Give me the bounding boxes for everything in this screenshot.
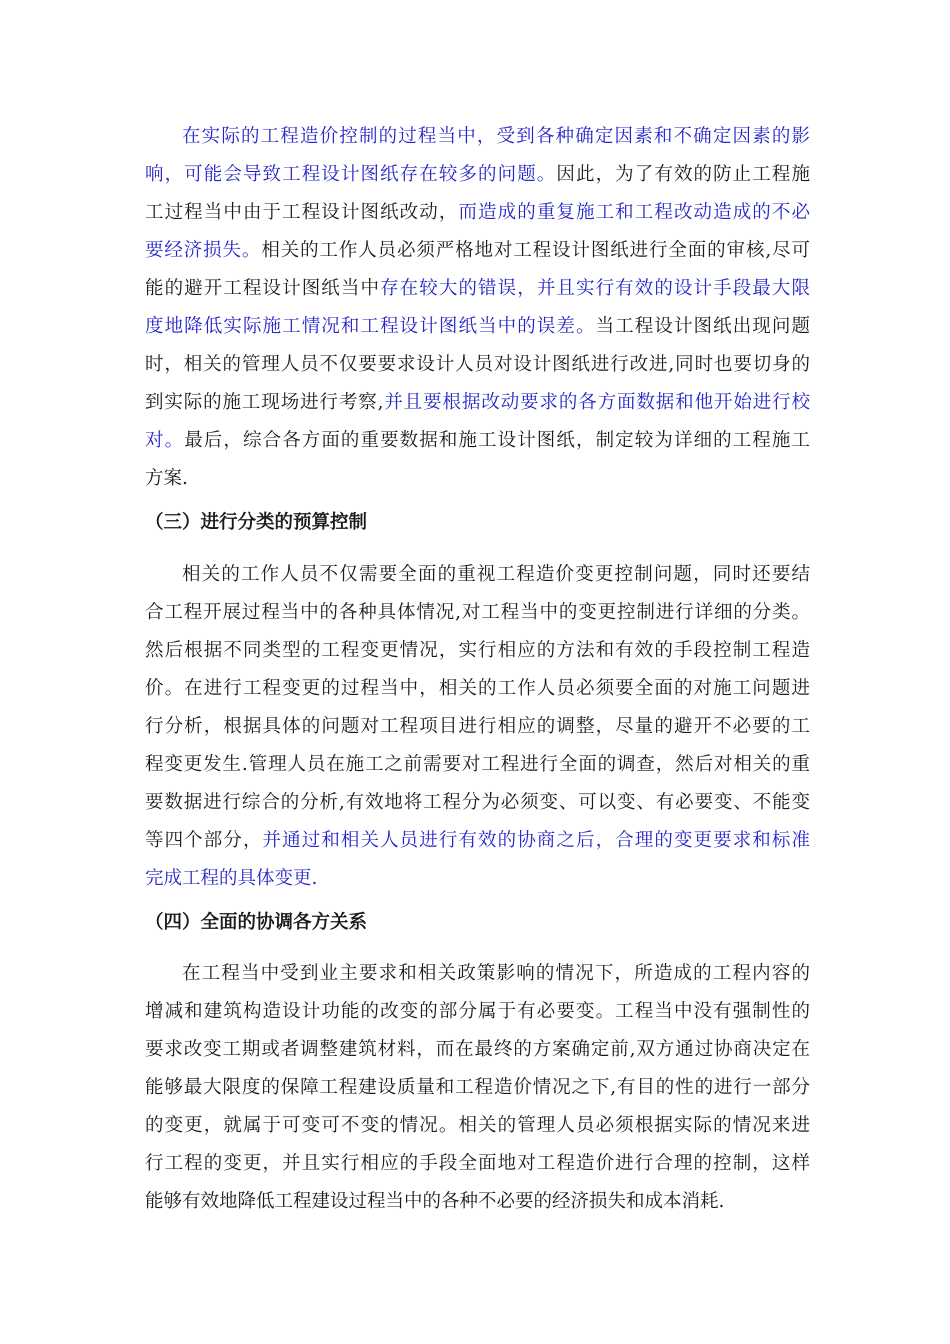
text-line: 行工程的变更，并且实行相应的手段全面地对工程造价进行合理的控制，这样 xyxy=(145,1153,810,1174)
text-line: 相关的工作人员不仅需要全面的重视工程造价变更控制问题，同时还要结 xyxy=(182,564,810,585)
paragraph-3 xyxy=(145,955,810,1221)
text-line: 对。最后，综合各方面的重要数据和施工设计图纸，制定较为详细的工程施工 xyxy=(145,430,810,451)
text-line: 完成工程的具体变更. xyxy=(145,868,318,889)
text-line: 方案. xyxy=(145,468,188,489)
text-line: 响，可能会导致工程设计图纸存在较多的问题。因此，为了有效的防止工程施 xyxy=(145,164,810,185)
text-line: 能的避开工程设计图纸当中存在较大的错误，并且实行有效的设计手段最大限 xyxy=(145,278,810,299)
text-line: 工过程当中由于工程设计图纸改动，而造成的重复施工和工程改动造成的不必 xyxy=(145,202,810,223)
text-line: 要求改变工期或者调整建筑材料，而在最终的方案确定前,双方通过协商决定在 xyxy=(145,1039,810,1060)
text-line: 度地降低实际施工情况和工程设计图纸当中的误差。当工程设计图纸出现问题 xyxy=(145,316,810,337)
text-line: 然后根据不同类型的工程变更情况，实行相应的方法和有效的手段控制工程造 xyxy=(145,640,810,661)
section-heading-3: （三）进行分类的预算控制 xyxy=(145,512,368,533)
text-line: 时，相关的管理人员不仅要要求设计人员对设计图纸进行改进,同时也要切身的 xyxy=(145,354,810,375)
text-line: 的变更，就属于可变可不变的情况。相关的管理人员必须根据实际的情况来进 xyxy=(145,1115,810,1136)
paragraph-2 xyxy=(145,556,810,898)
text-line: 增减和建筑构造设计功能的改变的部分属于有必要变。工程当中没有强制性的 xyxy=(145,1001,810,1022)
text-line: 能够有效地降低工程建设过程当中的各种不必要的经济损失和成本消耗. xyxy=(145,1191,725,1212)
text-line: 要数据进行综合的分析,有效地将工程分为必须变、可以变、有必要变、不能变 xyxy=(145,792,810,813)
paragraph-1 xyxy=(145,118,810,498)
text-line: 到实际的施工现场进行考察,并且要根据改动要求的各方面数据和他开始进行校 xyxy=(145,392,810,413)
text-line: 要经济损失。相关的工作人员必须严格地对工程设计图纸进行全面的审核,尽可 xyxy=(145,240,810,261)
section-heading-4: （四）全面的协调各方关系 xyxy=(145,912,368,933)
text-line: 在实际的工程造价控制的过程当中，受到各种确定因素和不确定因素的影 xyxy=(182,126,810,147)
text-line: 程变更发生.管理人员在施工之前需要对工程进行全面的调查，然后对相关的重 xyxy=(145,754,810,775)
text-line: 行分析，根据具体的问题对工程项目进行相应的调整，尽量的避开不必要的工 xyxy=(145,716,810,737)
text-line: 能够最大限度的保障工程建设质量和工程造价情况之下,有目的性的进行一部分 xyxy=(145,1077,810,1098)
text-line: 合工程开展过程当中的各种具体情况,对工程当中的变更控制进行详细的分类。 xyxy=(145,602,810,623)
text-line: 等四个部分，并通过和相关人员进行有效的协商之后，合理的变更要求和标准 xyxy=(145,830,810,851)
text-line: 价。在进行工程变更的过程当中，相关的工作人员必须要全面的对施工问题进 xyxy=(145,678,810,699)
text-line: 在工程当中受到业主要求和相关政策影响的情况下，所造成的工程内容的 xyxy=(182,963,810,984)
